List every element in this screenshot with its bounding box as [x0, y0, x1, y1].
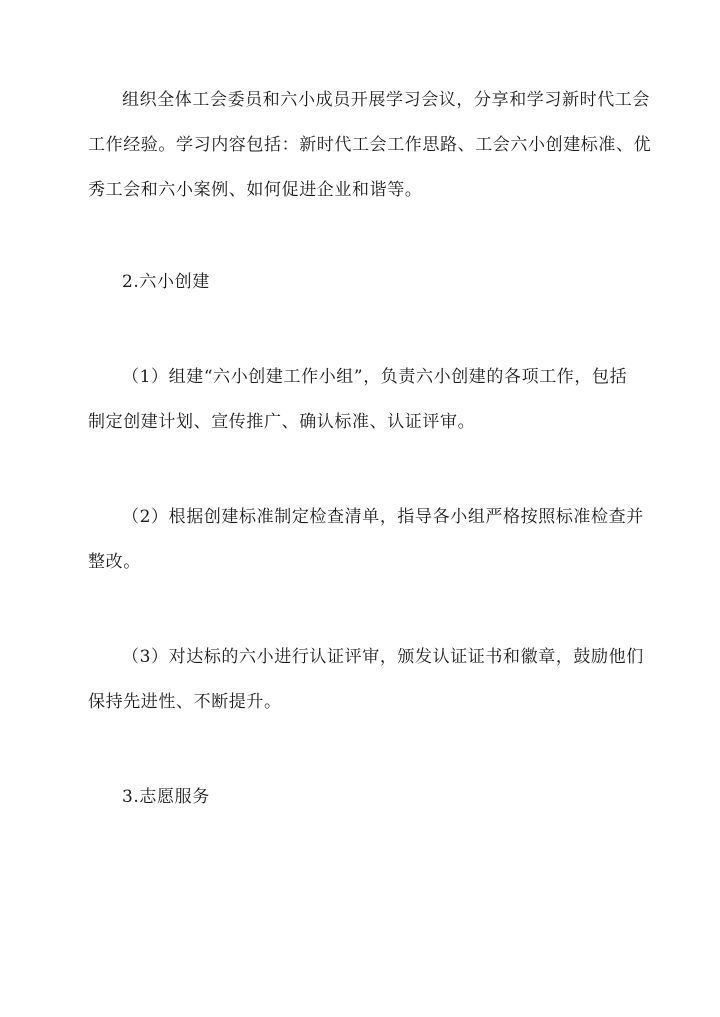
text-line: 组织全体工会委员和六小成员开展学习会议，分享和学习新时代工会 [122, 90, 650, 110]
text-line: 制定创建计划、宣传推广、确认标准、认证评审。 [88, 412, 476, 432]
text-line: 工作经验。学习内容包括：新时代工会工作思路、工会六小创建标准、优 [88, 135, 652, 155]
section-heading: 2.六小创建 [122, 272, 210, 292]
text-line: （3）对达标的六小进行认证评审，颁发认证证书和徽章，鼓励他们 [122, 647, 644, 667]
text-line: 秀工会和六小案例、如何促进企业和谐等。 [88, 180, 423, 200]
text-line: 保持先进性、不断提升。 [88, 692, 282, 712]
text-line: （1）组建“六小创建工作小组”，负责六小创建的各项工作，包括 [122, 367, 628, 387]
section-heading: 3.志愿服务 [122, 787, 210, 807]
text-line: 整改。 [88, 552, 141, 572]
text-line: （2）根据创建标准制定检查清单，指导各小组严格按照标准检查并 [122, 507, 644, 527]
